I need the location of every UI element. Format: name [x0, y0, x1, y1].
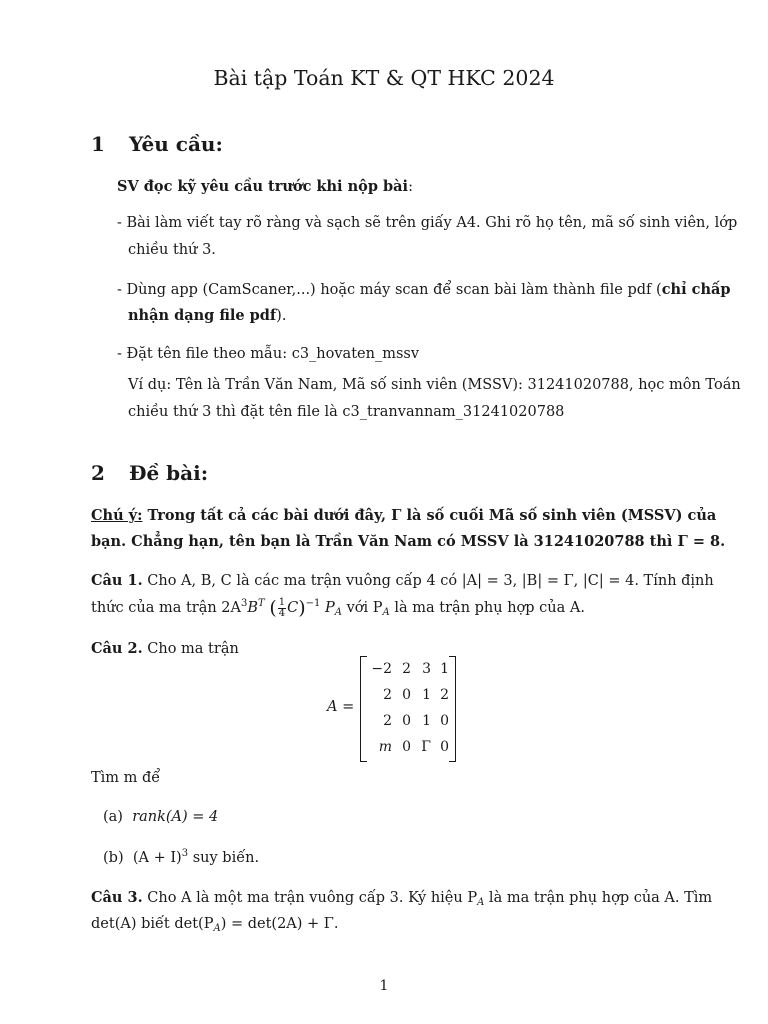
- requirement-item-2-line2: [128, 307, 286, 324]
- fraction-one-quarter: $\frac{1}{4}$: [278, 596, 286, 619]
- question-1-text-4: là ma trận phụ hợp của A.: [389, 600, 585, 616]
- question-1-label: Câu 1.: [91, 572, 143, 589]
- question-2-line1: [91, 640, 239, 657]
- matrix-cell: 2: [383, 713, 392, 729]
- question-3-text-3: det(A) biết det(P: [91, 916, 214, 932]
- requirements-intro-bold: SV đọc kỹ yêu cầu trước khi nộp bài: [117, 178, 409, 195]
- example-line1: Ví dụ: Tên là Trần Văn Nam, Mã số sinh viên (MSSV): 31241020788, học môn Toán: [128, 377, 741, 393]
- document-title: Bài tập Toán KT & QT HKC 2024: [213, 66, 555, 90]
- matrix-cell: 0: [402, 713, 411, 729]
- question-3-line1: Câu 3. Cho A là một ma trận vuông cấp 3. Ký hiệu $P_A$ là ma trận phụ hợp của A. Tìm: [91, 889, 713, 908]
- section-2-number: 2: [91, 461, 105, 485]
- question-1-text-3: với P: [342, 600, 383, 616]
- part-a-text: rank(A) = 4: [132, 809, 219, 825]
- part-b-exponent: 3: [181, 848, 189, 859]
- question-2-part-a: [103, 809, 218, 825]
- requirement-item-2-line1: [117, 281, 731, 298]
- requirement-item-1-line2: chiều thứ 3.: [128, 242, 216, 258]
- note-line1: [91, 507, 716, 524]
- requirements-intro-colon: :: [408, 179, 413, 195]
- matrix-cell: 1: [422, 713, 431, 729]
- matrix-cell: 1: [422, 687, 431, 703]
- question-3-text-4: ) = det(2A) + Γ.: [220, 916, 339, 932]
- question-3-line2: det(A) biết $\det(P_A) = \det(2A) + \Gamma$.: [91, 916, 339, 934]
- matrix-cell: 0: [440, 739, 449, 755]
- matrix-cell: Γ: [421, 739, 431, 755]
- note-line2: bạn. Chẳng hạn, tên bạn là Trần Văn Nam có MSSV là 31241020788 thì Γ = 8.: [91, 533, 726, 550]
- requirement-item-2-bold-cont: nhận dạng file pdf: [128, 307, 277, 324]
- note-label: Chú ý:: [91, 507, 143, 524]
- requirement-item-3-line1: - Đặt tên file theo mẫu: c3_hovaten_mssv: [117, 346, 420, 362]
- section-1-heading: [91, 132, 223, 156]
- section-2-title: Đề bài:: [129, 461, 209, 485]
- requirement-item-1-line1: - Bài làm viết tay rõ ràng và sạch sẽ trên giấy A4. Ghi rõ họ tên, mã số sinh viên, lớp: [117, 215, 738, 231]
- requirements-intro: [117, 178, 413, 195]
- section-1-title: Yêu cầu:: [129, 132, 223, 156]
- requirement-item-2-text: - Dùng app (CamScaner,...) hoặc máy scan để scan bài làm thành file pdf (: [117, 282, 662, 298]
- requirement-item-2-bold: chỉ chấp: [661, 281, 731, 298]
- matrix-cell: 0: [440, 713, 449, 729]
- question-3-text-2: là ma trận phụ hợp của A. Tìm: [484, 890, 713, 906]
- section-1-number: 1: [91, 132, 105, 156]
- part-a-label: (a): [103, 809, 123, 825]
- question-3-label: Câu 3.: [91, 889, 143, 906]
- matrix-cell: 1: [440, 661, 449, 677]
- question-1-text-2: thức của ma trận 2A: [91, 600, 241, 616]
- matrix-cell: 2: [402, 661, 411, 677]
- requirement-item-2-end: ).: [276, 308, 287, 324]
- part-b-expr: (A + I): [132, 850, 182, 866]
- matrix-cell: 2: [440, 687, 449, 703]
- question-1-line1: [91, 572, 714, 589]
- matrix-cell: 3: [422, 661, 431, 677]
- part-b-text: suy biến.: [188, 850, 260, 866]
- question-1-text: Cho A, B, C là các ma trận vuông cấp 4 có |A| = 3, |B| = Γ, |C| = 4. Tính định: [142, 573, 714, 589]
- section-2-heading: [91, 461, 208, 485]
- question-1-line2: thức của ma trận $2A^3B^T$ ( $\frac{1}{4}$ C)$^{-1}$ $P_A$ với $P_A$ là ma trận phụ hợp của A.: [91, 596, 585, 619]
- matrix-cell: 0: [402, 687, 411, 703]
- matrix-cell: −2: [371, 661, 392, 677]
- matrix-label: A =: [327, 699, 355, 715]
- question-2-label: Câu 2.: [91, 640, 143, 657]
- page-number: 1: [379, 978, 389, 994]
- matrix-cell: m: [378, 739, 392, 755]
- question-2-text: Cho ma trận: [142, 641, 239, 657]
- question-2-part-b: [103, 848, 259, 866]
- example-line2: chiều thứ 3 thì đặt tên file là c3_tranvannam_31241020788: [128, 404, 565, 420]
- question-3-text-1: Cho A là một ma trận vuông cấp 3. Ký hiệu P: [142, 890, 478, 906]
- part-b-label: (b): [103, 850, 124, 866]
- matrix-right-bracket: [449, 656, 456, 762]
- note-text-1: Trong tất cả các bài dưới đây, Γ là số cuối Mã số sinh viên (MSSV) của: [142, 507, 717, 524]
- matrix-grid: [364, 656, 449, 760]
- matrix-cell: 2: [383, 687, 392, 703]
- matrix-cell: 0: [402, 739, 411, 755]
- question-2-find: Tìm m để: [91, 770, 161, 786]
- matrix-A: [360, 656, 456, 760]
